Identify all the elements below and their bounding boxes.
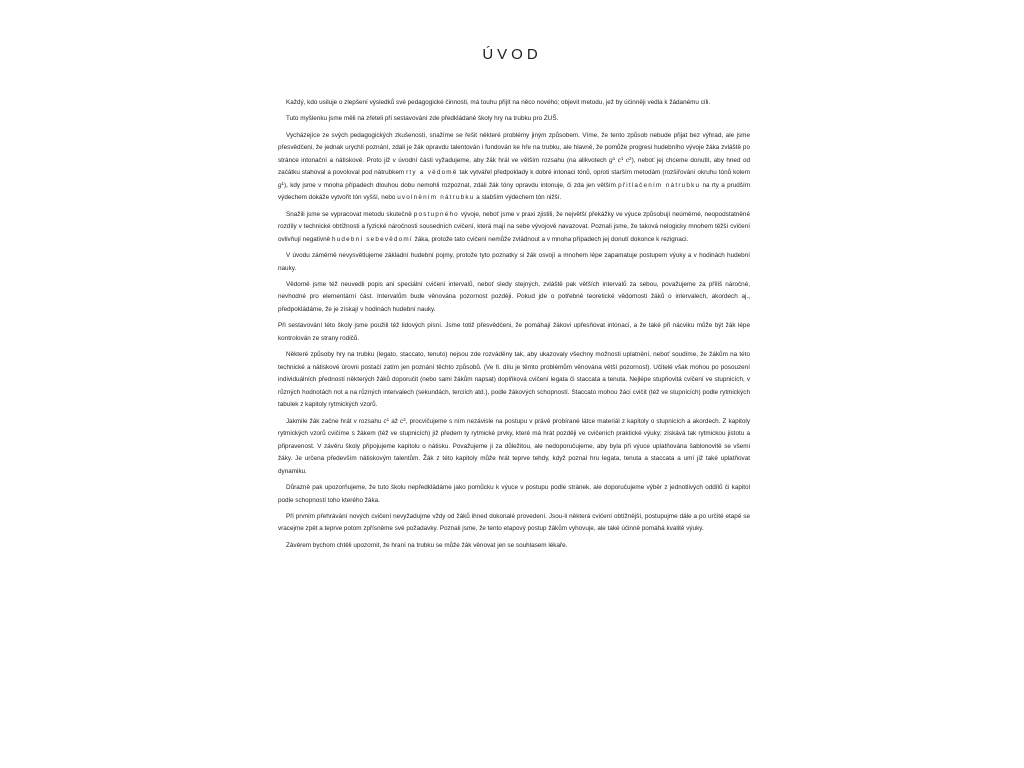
paragraph: Závěrem bychom chtěli upozornit, že hraní na trubku se může žák věnovat jen se souhlasem lékaře. <box>286 541 568 549</box>
note-name: g <box>609 156 613 164</box>
spaced-emphasis: přitlačením nátrubku <box>618 181 701 189</box>
text-run: Snažili jsme se vypracovat metodu skutečně <box>286 210 414 218</box>
paragraph: Tuto myšlenku jsme měli na zřeteli při sestavování zde předkládané školy hry na trubku pro ZUŠ. <box>286 115 559 123</box>
octave-mark: 1 <box>612 155 616 161</box>
text-run: , procvičujeme s ním nezávisle na postupu v právě probírané látce materiál z kapitoly o stupnicích a akordech. Z kapitoly rytmických vzorů cvičíme s žákem (též ve stupnicích) již předem ty rytmické prvky, které má hrát později ve cvičeních praktické výuky; získává tak rytmickou jistotu a připravenost. V závěru školy připojujeme kapitolu o nátisku. Považujeme ji za důležitou, ale nedoporučujeme, aby byla při výuce uplatňována šablonovitě se všemi žáky. Je určena především nátiskovým talentům. Žák z této kapitoly může hrát teprve tehdy, když poznal hru legata, tenuta a staccata a umí již také uplatňovat dynamiku. <box>278 417 750 475</box>
text-run: tak vytvářel předpoklady k dobré intonaci tónů, oproti starším metodám (rozšiřování okruhu tónů kolem <box>457 169 750 177</box>
document-body <box>278 97 750 556</box>
note-name: g <box>278 181 282 189</box>
page-title: ÚVOD <box>482 46 542 63</box>
octave-mark: 2 <box>403 416 406 422</box>
octave-mark: 1 <box>281 180 285 186</box>
note-name: c <box>625 156 630 164</box>
spaced-emphasis: rty a vědomě <box>406 169 458 177</box>
paragraph: Při prvním přehrávání nových cvičení nevyžadujme vždy od žáků ihned dokonalé provedení. Jsou-li některá cvičení obtížnější, postupujme dále a po určité etapě se vracejme zpět a teprve potom zpřísněme své požadavky. Poznali jsme, že tento etapový postup žákům vyhovuje, ale také účinně pomáhá kvalitě výuky. <box>278 512 750 533</box>
paragraph: Každý, kdo usiluje o zlepšení výsledků své pedagogické činnosti, má touhu přijít na něco nového; objevit metodu, jež by účinněji vedla k žádanému cíli. <box>286 99 711 106</box>
note-name: c <box>400 417 404 425</box>
note-name: c <box>617 156 621 164</box>
octave-mark: 1 <box>386 416 390 422</box>
paragraph <box>278 130 750 205</box>
text-run: vývoje, neboť jsme v praxi zjistili, že největší překážky ve výuce způsobují neúměrné, neopodstatněné rozdíly v technické obtížnosti a fyzické náročnosti sousedních cvičení, která mají na sebe vývojově navazovat. Poznali jsme, že taková nelogicky mnohem těžší cvičení ovlivňují negativně <box>278 210 750 243</box>
paragraph: Při sestavování této školy jsme použili též lidových písní. Jsme totiž přesvědčeni, že pomáhají žákovi upřesňovat intonaci, a že také při nácviku může být žák lépe kontrolován ze strany rodičů. <box>278 322 750 342</box>
paragraph: V úvodu záměrně nevysvětlujeme základní hudební pojmy, protože tyto poznatky si žák osvojí a mnohem lépe zapamatuje postupem výuky a v hodinách hudební nauky. <box>278 252 750 272</box>
text-run: a slabším výdechem tón nižší. <box>474 194 562 202</box>
spaced-emphasis: hudební sebevědomí <box>331 235 413 243</box>
spaced-emphasis: postupného <box>413 210 459 218</box>
paragraph: Vědomě jsme též neuvedli popis ani speciální cvičení intervalů, neboť sledy stejných, zvláště pak větších intervalů za sebou, považujeme za příliš náročné, nevhodné pro elementární část. Intervalům bude věnována pozornost později. Pokud jde o potřebné teoretické vědomosti žáků o intervalech, akordech aj., předpokládáme, že je získají v hodinách hudební nauky. <box>278 280 750 313</box>
text-run: až <box>389 417 401 425</box>
text-run: na rty a prudším výdechem dokáže vytvořit tón vyšší, nebo <box>278 181 750 202</box>
text-run: Jakmile žák začne hrát v rozsahu <box>286 417 384 425</box>
spaced-emphasis: uvolněním nátrubku <box>397 194 475 202</box>
text-run: Vycházejíce ze svých pedagogických zkušeností, snažíme se řešit některé problémy jiným způsobem. Víme, že tento způsob nebude přijat bez výhrad, ale jsme přesvědčeni, že jednak urychlí poznání, zdali je žák opravdu talentován i fundován ke hře na trubku, ale hlavně, že pomůže progresi hudebního vývoje žáka zvláště po stránce intonační a nátiskové. Proto již v úvodní části vyžadujeme, aby žák hrál ve větším rozsahu (na alikvotech <box>278 131 750 164</box>
text-run: ), kdy jsme v mnoha případech dlouhou dobu nemohli rozpoznat, zdali žák tóny opravdu intonuje, či zda jen větším <box>284 181 619 189</box>
paragraph <box>278 416 750 479</box>
paragraph <box>278 209 750 247</box>
paragraph: Některé způsoby hry na trubku (legato, staccato, tenuto) nejsou zde rozváděny tak, aby ukazovaly všechny možnosti uplatnění, neboť soudíme, že žákům na této technické a nátiskové úrovni postačí zatím jen poznání těchto způsobů. (Ve II. dílu je těmto problémům věnována větší pozornost). Učitelé však mohou po posouzení individuálních předností některých žáků doporučit (nebo sami žákům napsat) doplňková cvičení legata či staccata a tenuta. Nejlépe stupňovitá cvičení ve stupnicích, v různých hodnotách not a na různých intervalech (sekundách, terciích atd.), podle žákových schopností. Staccato mohou žáci cvičit (též ve stupnicích) podle rytmických tabulek z kapitoly rytmických vzorů. <box>278 351 750 409</box>
octave-mark: 1 <box>620 155 624 161</box>
text-run: žáka, protože tato cvičení nemůže zvládnout a v mnoha případech jej donutí dokonce k rezignaci. <box>412 235 689 243</box>
note-name: c <box>383 417 387 425</box>
text-run: ), neboť jej chceme donutit, aby hned od začátku stahoval a povoloval pod nátrubkem <box>278 156 750 177</box>
paragraph: Důrazně pak upozorňujeme, že tuto školu nepředkládáme jako pomůcku k výuce v postupu podle stránek, ale doporučujeme výběr z jednotlivých oddílů či kapitol podle schopností toho kterého žáka. <box>278 484 750 504</box>
octave-mark: 2 <box>629 155 632 161</box>
